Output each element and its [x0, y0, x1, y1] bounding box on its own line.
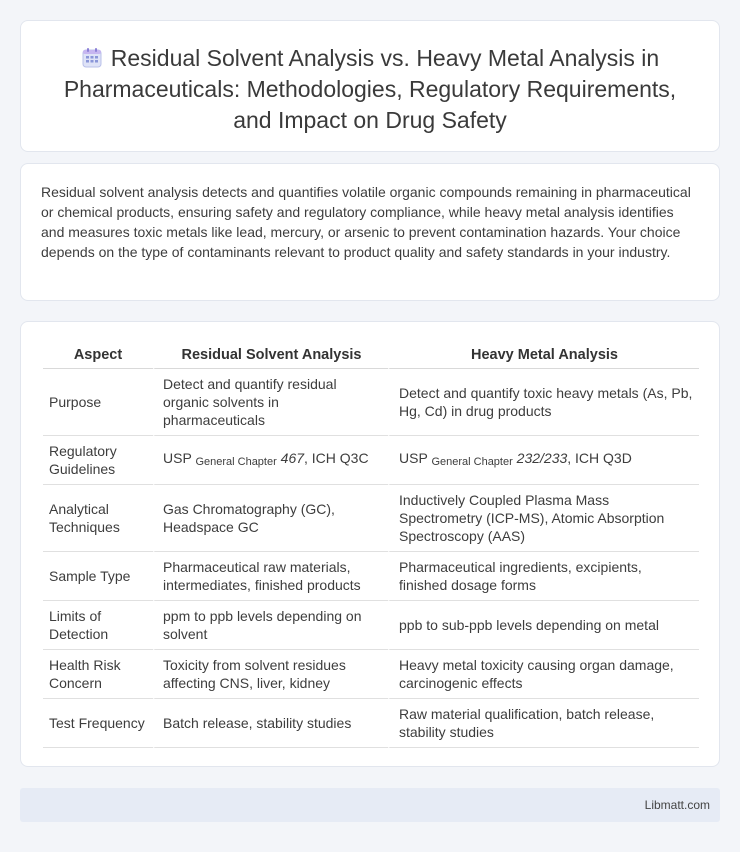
row-aspect: Sample Type — [43, 552, 153, 601]
table-header-row — [43, 342, 699, 369]
title-text: Residual Solvent Analysis vs. Heavy Metal Analysis in Pharmaceuticals: Methodologies, Regulatory Requirements, and Impact on Drug Safety — [63, 45, 677, 133]
page-title — [49, 43, 691, 136]
comparison-table — [43, 342, 699, 748]
header-aspect: Aspect — [43, 342, 153, 369]
title-card — [20, 20, 720, 152]
row-aspect: Limits of Detection — [43, 601, 153, 650]
row-metal-value: Detect and quantify toxic heavy metals (As, Pb, Hg, Cd) in drug products — [388, 369, 699, 436]
row-aspect: Health Risk Concern — [43, 650, 153, 699]
row-metal-value: Heavy metal toxicity causing organ damage, carcinogenic effects — [388, 650, 699, 699]
usp-prefix: USP — [163, 450, 196, 466]
footer — [20, 788, 720, 822]
footer-brand-link[interactable]: Libmatt.com — [644, 798, 710, 812]
chapter-number: 232/233 — [516, 450, 568, 466]
general-chapter-label: General Chapter — [431, 456, 513, 468]
row-metal-value: Pharmaceutical ingredients, excipients, finished dosage forms — [388, 552, 699, 601]
row-solvent-value: Toxicity from solvent residues affecting CNS, liver, kidney — [153, 650, 388, 699]
intro-card — [20, 163, 720, 301]
row-solvent-value: ppm to ppb levels depending on solvent — [153, 601, 388, 650]
row-metal-value: ppb to sub-ppb levels depending on metal — [388, 601, 699, 650]
intro-paragraph: Residual solvent analysis detects and quantifies volatile organic compounds remaining in pharmaceutical or chemical products, ensuring safety and regulatory compliance, while heavy metal analysis identifies and measures toxic metals like lead, mercury, or arsenic to prevent contamination hazards. Your choice depends on the type of contaminants relevant to product quality and safety standards in your industry. — [41, 184, 691, 260]
row-solvent-value: Detect and quantify residual organic solvents in pharmaceuticals — [153, 369, 388, 436]
ich-guideline: , ICH Q3C — [304, 450, 369, 466]
calendar-grid-icon — [81, 47, 103, 69]
row-aspect: Regulatory Guidelines — [43, 436, 153, 485]
comparison-card — [20, 321, 720, 767]
table-row — [43, 485, 699, 552]
row-metal-value: Inductively Coupled Plasma Mass Spectrometry (ICP-MS), Atomic Absorption Spectroscopy (AAS) — [388, 485, 699, 552]
row-metal-value — [388, 436, 699, 485]
ich-guideline: , ICH Q3D — [567, 450, 632, 466]
row-solvent-value: Gas Chromatography (GC), Headspace GC — [153, 485, 388, 552]
table-row — [43, 650, 699, 699]
row-aspect: Purpose — [43, 369, 153, 436]
row-solvent-value: Batch release, stability studies — [153, 699, 388, 748]
general-chapter-label: General Chapter — [195, 456, 277, 468]
usp-prefix: USP — [399, 450, 432, 466]
table-row — [43, 601, 699, 650]
header-residual-solvent: Residual Solvent Analysis — [153, 342, 388, 369]
row-solvent-value — [153, 436, 388, 485]
table-row — [43, 369, 699, 436]
row-aspect: Analytical Techniques — [43, 485, 153, 552]
header-heavy-metal: Heavy Metal Analysis — [388, 342, 699, 369]
row-solvent-value: Pharmaceutical raw materials, intermediates, finished products — [153, 552, 388, 601]
table-row — [43, 436, 699, 485]
row-metal-value: Raw material qualification, batch release, stability studies — [388, 699, 699, 748]
table-row — [43, 699, 699, 748]
row-aspect: Test Frequency — [43, 699, 153, 748]
table-row — [43, 552, 699, 601]
chapter-number: 467 — [280, 450, 305, 466]
